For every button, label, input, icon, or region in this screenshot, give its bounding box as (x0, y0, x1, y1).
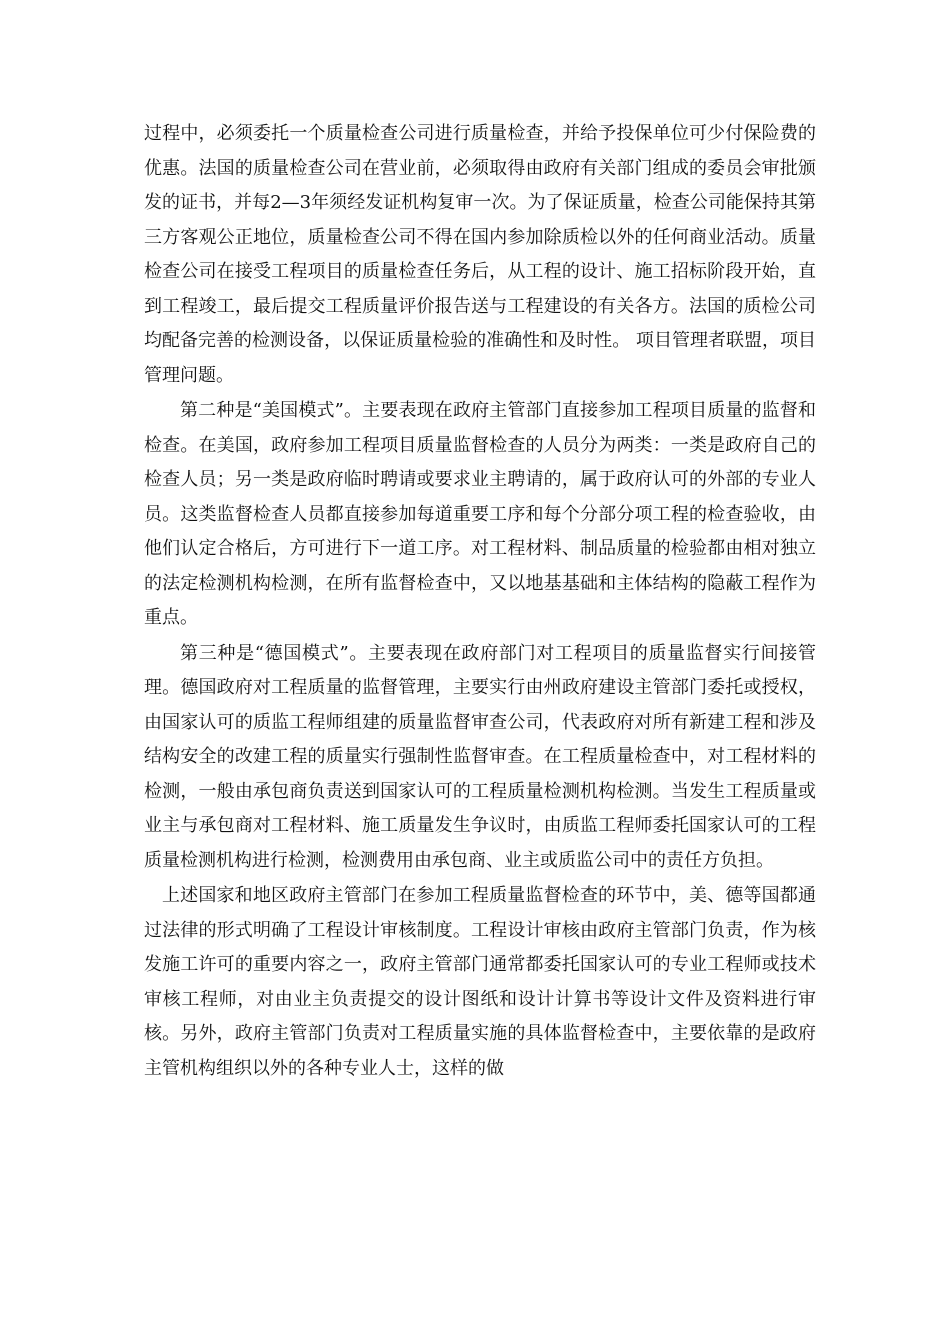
paragraph-german-model: 第三种是“德国模式”。主要表现在政府部门对工程项目的质量监督实行间接管理。德国政府对工程质量的监督管理，主要实行由州政府建设主管部门委托或授权，由国家认可的质监工程师组建的质量监督审查公司，代表政府对所有新建工程和涉及结构安全的改建工程的质量实行强制性监督审查。在工程质量检查中，对工程材料的检测，一般由承包商负责送到国家认可的工程质量检测机构检测。当发生工程质量或业主与承包商对工程材料、施工质量发生争议时，由质监工程师委托国家认可的工程质量检测机构进行检测，检测费用由承包商、业主或质监公司中的责任方负担。 (144, 642, 816, 871)
paragraph-france-model-continued: 过程中，必须委托一个质量检查公司进行质量检查，并给予投保单位可少付保险费的优惠。法国的质量检查公司在营业前，必须取得由政府有关部门组成的委员会审批颁发的证书，并每2—3年须经发证机构复审一次。为了保证质量，检查公司能保持其第三方客观公正地位，质量检查公司不得在国内参加除质检以外的任何商业活动。质量检查公司在接受工程项目的质量检查任务后，从工程的设计、施工招标阶段开始，直到工程竣工，最后提交工程质量评价报告送与工程建设的有关各方。法国的质检公司均配备完善的检测设备，以保证质量检验的准确性和及时性。 项目管理者联盟，项目管理问题。 (144, 123, 816, 386)
document-body (144, 117, 816, 1086)
paragraph-us-model: 第二种是“美国模式”。主要表现在政府主管部门直接参加工程项目质量的监督和检查。在美国，政府参加工程项目质量监督检查的人员分为两类：一类是政府自己的检查人员；另一类是政府临时聘请或要求业主聘请的，属于政府认可的外部的专业人员。这类监督检查人员都直接参加每道重要工序和每个分部分项工程的检查验收，由他们认定合格后，方可进行下一道工序。对工程材料、制品质量的检验都由相对独立的法定检测机构检测，在所有监督检查中，又以地基基础和主体结构的隐蔽工程作为重点。 (144, 400, 816, 628)
paragraph-design-review: 上述国家和地区政府主管部门在参加工程质量监督检查的环节中，美、德等国都通过法律的形式明确了工程设计审核制度。工程设计审核由政府主管部门负责，作为核发施工许可的重要内容之一，政府主管部门通常都委托国家认可的专业工程师或技术审核工程师，对由业主负责提交的设计图纸和设计计算书等设计文件及资料进行审核。另外，政府主管部门负责对工程质量实施的具体监督检查中，主要依靠的是政府主管机构组织以外的各种专业人士，这样的做 (144, 885, 816, 1079)
